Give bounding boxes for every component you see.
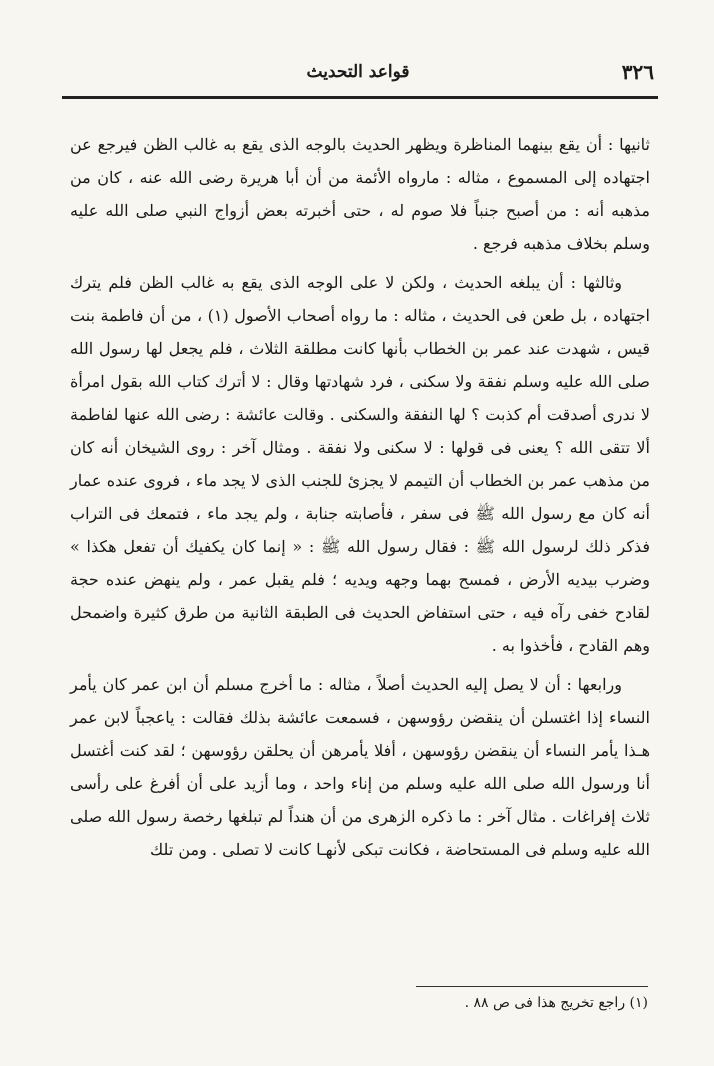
page-number: ٣٢٦	[621, 60, 654, 84]
paragraph-fourth: ورابعها : أن لا يصل إليه الحديث أصلاً ، مثاله : ما أخرج مسلم أن ابن عمر كان يأمر النساء إذا اغتسلن أن ينقضن رؤوسهن ، فسمعت عائشة بذلك فقالت : ياعجباً لابن عمر هـذا يأمر النساء أن ينقضن رؤوسهن ، أفلا يأمرهن أن يحلقن رؤوسهن ؛ لقد كنت أغتسل أنا ورسول الله صلى الله عليه وسلم من إناء واحد ، وما أزيد على أن أفرغ على رأسى ثلاث إفراغات . مثال آخر : ما ذكره الزهرى من أن هنداً لم تبلغها رخصة رسول الله صلى الله عليه وسلم فى المستحاضة ، فكانت تبكى لأنهـا كانت لا تصلى . ومن تلك	[70, 675, 650, 859]
footnote: (١) راجع تخريج هذا فى ص ٨٨ .	[464, 995, 648, 1011]
running-title: قواعد التحديث	[306, 62, 410, 82]
footnote-rule	[416, 986, 648, 987]
paragraph-third: وثالثها : أن يبلغه الحديث ، ولكن لا على الوجه الذى يقع به غالب الظن فلم يترك اجتهاده ، بل طعن فى الحديث ، مثاله : ما رواه أصحاب الأصول (١) ، من أن فاطمة بنت قيس ، شهدت عند عمر بن الخطاب بأنها كانت مطلقة الثلاث ، فلم يجعل لها رسول الله صلى الله عليه وسلم نفقة ولا سكنى ، فرد شهادتها وقال : لا أترك كتاب الله بقول امرأة لا ندرى أصدقت أم كذبت ؟ لها النفقة والسكنى . وقالت عائشة : رضى الله عنها لفاطمة ألا تتقى الله ؟ يعنى فى قولها : لا سكنى ولا نفقة . ومثال آخر : روى الشيخان أنه كان من مذهب عمر بن الخطاب أن التيمم لا يجزئ للجنب الذى لا يجد ماء ، فروى عنده عمار أنه كان مع رسول الله ﷺ فى سفر ، فأصابته جنابة ، ولم يجد ماء ، فتمعك فى التراب فذكر ذلك لرسول الله ﷺ : فقال رسول الله ﷺ : « إنما كان يكفيك أن تفعل هكذا » وضرب بيديه الأرض ، فمسح بهما وجهه ويديه ؛ فلم يقبل عمر ، ولم ينهض عنده حجة لقادح خفى رآه فيه ، حتى استفاض الحديث فى الطبقة الثانية من طرق كثيرة واضمحل وهم القادح ، فأخذوا به .	[70, 273, 651, 655]
page-header	[62, 58, 654, 94]
header-rule	[62, 96, 658, 99]
paragraph-second: ثانيها : أن يقع بينهما المناظرة ويظهر الحديث بالوجه الذى يقع به غالب الظن فيرجع عن اجتهاده إلى المسموع ، مثاله : مارواه الأئمة من أن أبا هريرة رضى الله عنه ، كان من مذهبه أنه : من أصبح جنباً فلا صوم له ، حتى أخبرته بعض أزواج النبي صلى الله عليه وسلم بخلاف مذهبه فرجع .	[70, 135, 651, 253]
body-text	[70, 128, 650, 866]
